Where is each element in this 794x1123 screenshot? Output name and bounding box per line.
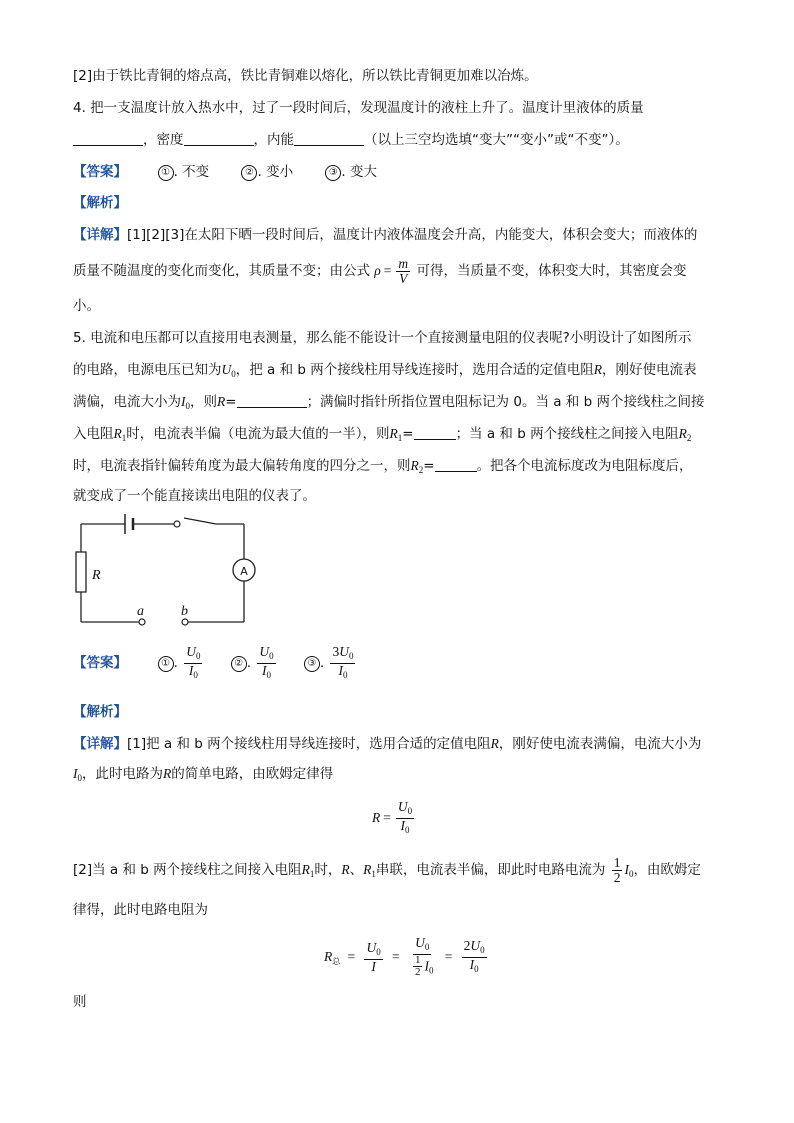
q4-blank-energy: [294, 131, 364, 146]
q4-answer-line: [73, 162, 405, 182]
q5-analysis-label: 【解析】: [73, 704, 127, 720]
switch-pivot: [174, 521, 180, 527]
q4-stem-line1: 4. 把一支温度计放入热水中，过了一段时间后，发现温度计的液柱上升了。温度计里液体的质量: [73, 100, 644, 116]
q4-blank-density: [184, 131, 254, 146]
q4-detail-line3: 小。: [73, 298, 100, 314]
q5-answer-line: 【答案】 ① . $\frac{U_0}{I_0}$ ② . $\frac{U_0}{I_0}$ ③ . $\frac{3U_0}{I_0}$: [73, 642, 357, 684]
resistor-label: R: [92, 568, 101, 583]
q5-detail-line3: [2]当 a 和 b 两个接线柱之间接入电阻$R_1$时，R、$R_1$串联，电流表半偏，即此时电路电流为 $\frac{1}{2}$ $I_0$，由欧姆定: [73, 854, 701, 885]
q5-stem-line6: 就变成了一个能直接读出电阻的仪表了。: [73, 488, 316, 504]
answer-label: 【答案】: [73, 164, 127, 180]
q5-detail-line4: 律得，此时电路电阻为: [73, 902, 208, 918]
q5-answer-3: ③ . $\frac{3U_0}{I_0}$: [304, 642, 358, 684]
q4-answer-3: ③ . 变大: [325, 162, 377, 182]
q5-then: 则: [73, 994, 87, 1010]
q4-blank-mass: [73, 131, 143, 146]
q4-analysis-label: 【解析】: [73, 195, 127, 211]
q4-stem-line2: ，密度 ，内能 （以上三空均选填“变大”“变小”或“不变”）。: [73, 130, 629, 150]
q4-detail-line2: 质量不随温度的变化而变化，其质量不变；由公式 ρ = $\frac{m}{V}$ 可得，当质量不变，体积变大时，其密度会变: [73, 255, 687, 286]
q5-answer-2: ② . $\frac{U_0}{I_0}$: [231, 642, 278, 684]
q5-detail-line2: $I_0$，此时电路为R的简单电路，由欧姆定律得: [73, 766, 334, 783]
formula-r-total: $R_总$ = $\frac{U_0}{I}$ = $U_0$ $\frac{1}{2}$ $I_0$ = $\frac{2U_0}{I_0}$: [324, 935, 485, 978]
terminal-b: [182, 619, 188, 625]
resistor-symbol: [76, 552, 86, 592]
terminal-a: [139, 619, 145, 625]
q5-answer-1: ① . $\frac{U_0}{I_0}$: [158, 642, 205, 684]
circuit-diagram: [70, 512, 260, 630]
q5-stem-line1: 5. 电流和电压都可以直接用电表测量，那么能不能设计一个直接测量电阻的仪表呢?小明设计了如图所示: [73, 330, 692, 346]
q4-answer-1: ① . 不变: [158, 162, 210, 182]
ammeter-label: A: [240, 565, 248, 578]
q5-stem-line5: 时，电流表指针偏转角度为最大偏转角度的四分之一，则$R_2=$ 。把各个电流标度改为电阻标度后，: [73, 458, 693, 475]
q5-stem-line2: 的电路，电源电压已知为$U_0$，把 a 和 b 两个接线柱用导线连接时，选用合适的定值电阻R，刚好使电流表: [73, 362, 697, 379]
q4-answer-2: ② . 变小: [241, 162, 293, 182]
density-formula: ρ = $\frac{m}{V}$: [374, 255, 409, 286]
q5-stem-line4: 入电阻$R_1$时，电流表半偏（电流为最大值的一半），则$R_1=$ ；当 a 和 b 两个接线柱之间接入电阻$R_2$: [73, 426, 692, 443]
terminal-a-label: a: [137, 604, 144, 619]
formula-r: R = $\frac{U_0}{I_0}$: [372, 798, 413, 835]
intro-line: [2]由于铁比青铜的熔点高，铁比青铜难以熔化，所以铁比青铜更加难以冶炼。: [73, 68, 538, 84]
terminal-b-label: b: [181, 604, 188, 619]
q5-blank-r2: [435, 457, 477, 472]
q5-detail-line1: 【详解】[1]把 a 和 b 两个接线柱用导线连接时，选用合适的定值电阻R，刚好使电流表满偏，电流大小为: [73, 736, 702, 752]
q5-blank-r1: [414, 425, 456, 440]
q5-blank-r: [237, 393, 307, 408]
q5-stem-line3: 满偏，电流大小为$I_0$，则R= ；满偏时指针所指位置电阻标记为 0。当 a 和 b 两个接线柱之间接: [73, 394, 705, 411]
q4-detail-line1: 【详解】[1][2][3]在太阳下晒一段时间后，温度计内液体温度会升高，内能变大，体积会变大；而液体的: [73, 227, 698, 243]
